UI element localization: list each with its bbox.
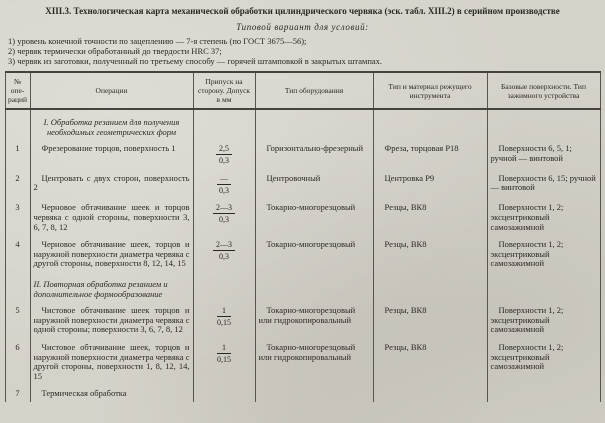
table-row <box>5 235 600 272</box>
allowance-fraction: $\frac{2—3}{0,3}$ <box>213 240 235 261</box>
base-cell: Поверхности 1, 2; эксцентриковый самозажимной <box>487 301 600 338</box>
tool-cell: Резцы, ВК8 <box>373 338 487 384</box>
equipment-cell: Центровочный <box>255 169 373 199</box>
tool-cell: Резцы, ВК8 <box>373 301 487 338</box>
col-header-num: № опе-раций <box>5 72 30 109</box>
allowance-cell <box>193 235 255 272</box>
col-header-operation: Операции <box>30 72 193 109</box>
allowance-cell <box>193 169 255 199</box>
operation-cell: Центровать с двух сторон, поверхность 2 <box>30 169 193 199</box>
operation-cell: Черновое обтачивание шеек, торцов и наружной поверхности диаметра червяка с другой стороны, поверхности 8, 12, 14, 15 <box>30 235 193 272</box>
equipment-cell <box>255 384 373 402</box>
equipment-cell: Горизонтально-фрезерный <box>255 139 373 169</box>
base-cell: Поверхности 1, 2; эксцентриковый самозажимной <box>487 338 600 384</box>
operation-cell: Фрезерование торцов, поверхность 1 <box>30 139 193 169</box>
table-row <box>5 139 600 169</box>
allowance-fraction: $\frac{1}{0,15}$ <box>217 306 231 328</box>
base-cell: Поверхности 1, 2; эксцентриковый самозажимной <box>487 235 600 272</box>
row-num: 7 <box>5 384 30 402</box>
table-header-row <box>5 72 600 109</box>
col-header-tool: Тип и материал режущего инструмента <box>373 72 487 109</box>
condition-item: 2) червяк термически обработанный до твердости HRC 37; <box>8 46 222 56</box>
col-header-equipment: Тип оборудования <box>255 72 373 109</box>
equipment-cell: Токарно-многорезцовый <box>255 235 373 272</box>
base-cell <box>487 384 600 402</box>
allowance-cell <box>193 384 255 402</box>
col-header-allowance: Припуск на сторону. Допуск в мм <box>193 72 255 109</box>
tool-cell: Резцы, ВК8 <box>373 235 487 272</box>
base-cell: Поверхности 6, 15; ручной — винтовой <box>487 169 600 199</box>
equipment-cell: Токарно-многорезцовый или гидрокопировальный <box>255 301 373 338</box>
table-row <box>5 169 600 199</box>
row-num: 3 <box>5 198 30 235</box>
condition-item: 1) уровень конечной точности по зацеплению — 7-я степень (по ГОСТ 3675—56); <box>8 36 307 46</box>
allowance-fraction: $\frac{1}{0,15}$ <box>217 342 231 364</box>
doc-subtitle: Типовой вариант для условий: <box>236 22 369 32</box>
section-heading: I. Обработка резанием для получения необходимых геометрических форм <box>30 109 193 139</box>
table-row <box>5 301 600 338</box>
equipment-cell: Токарно-многорезцовый <box>255 198 373 235</box>
allowance-cell <box>193 198 255 235</box>
row-num: 4 <box>5 235 30 272</box>
allowance-fraction: $\frac{2—3}{0,3}$ <box>213 203 235 224</box>
row-num: 2 <box>5 169 30 199</box>
tool-cell: Резцы, ВК8 <box>373 198 487 235</box>
section-heading: II. Повторная обработка резанием и дополнительное формообразование <box>30 272 193 301</box>
conditions-list <box>8 36 605 66</box>
operation-cell: Черновое обтачивание шеек и торцов червяка с одной стороны, поверхности 3, 6, 7, 8, 12 <box>30 198 193 235</box>
allowance-fraction: $\frac{—}{0,3}$ <box>219 173 229 195</box>
allowance-cell <box>193 139 255 169</box>
tool-cell <box>373 384 487 402</box>
col-header-base: Базовые поверхности. Тип зажимного устройства <box>487 72 600 109</box>
condition-item: 3) червяк из заготовки, полученный по третьему способу — горячей штамповкой в закрытых штампах. <box>8 56 383 66</box>
row-num: 6 <box>5 338 30 384</box>
tool-cell: Центровка Р9 <box>373 169 487 199</box>
allowance-cell <box>193 301 255 338</box>
operation-cell: Термическая обработка <box>30 384 193 402</box>
table-row <box>5 338 600 384</box>
section-row <box>5 109 600 139</box>
operation-cell: Чистовое обтачивание шеек торцов и наружной поверхности диаметра червяка с одной стороны; поверхности 3, 6, 7, 8, 12 <box>30 301 193 338</box>
page-title: XIII.3. Технологическая карта механической обработки цилиндрического червяка (эск. табл. XIII.2) в серийном производстве <box>45 6 560 16</box>
allowance-cell <box>193 338 255 384</box>
process-table <box>5 71 601 402</box>
row-num: 5 <box>5 301 30 338</box>
allowance-fraction: $\frac{2,5}{0,3}$ <box>216 144 232 165</box>
operation-cell: Чистовое обтачивание шеек, торцов и наружной поверхности диаметра червяка с другой стороны, поверхности 1, 8, 12, 14, 15 <box>30 338 193 384</box>
table-row <box>5 384 600 402</box>
row-num: 1 <box>5 139 30 169</box>
section-row <box>5 272 600 301</box>
base-cell: Поверхности 6, 5, 1; ручной — винтовой <box>487 139 600 169</box>
base-cell: Поверхности 1, 2; эксцентриковый самозажимной <box>487 198 600 235</box>
table-row <box>5 198 600 235</box>
tool-cell: Фреза, торцовая Р18 <box>373 139 487 169</box>
equipment-cell: Токарно-многорезцовый или гидрокопировальный <box>255 338 373 384</box>
